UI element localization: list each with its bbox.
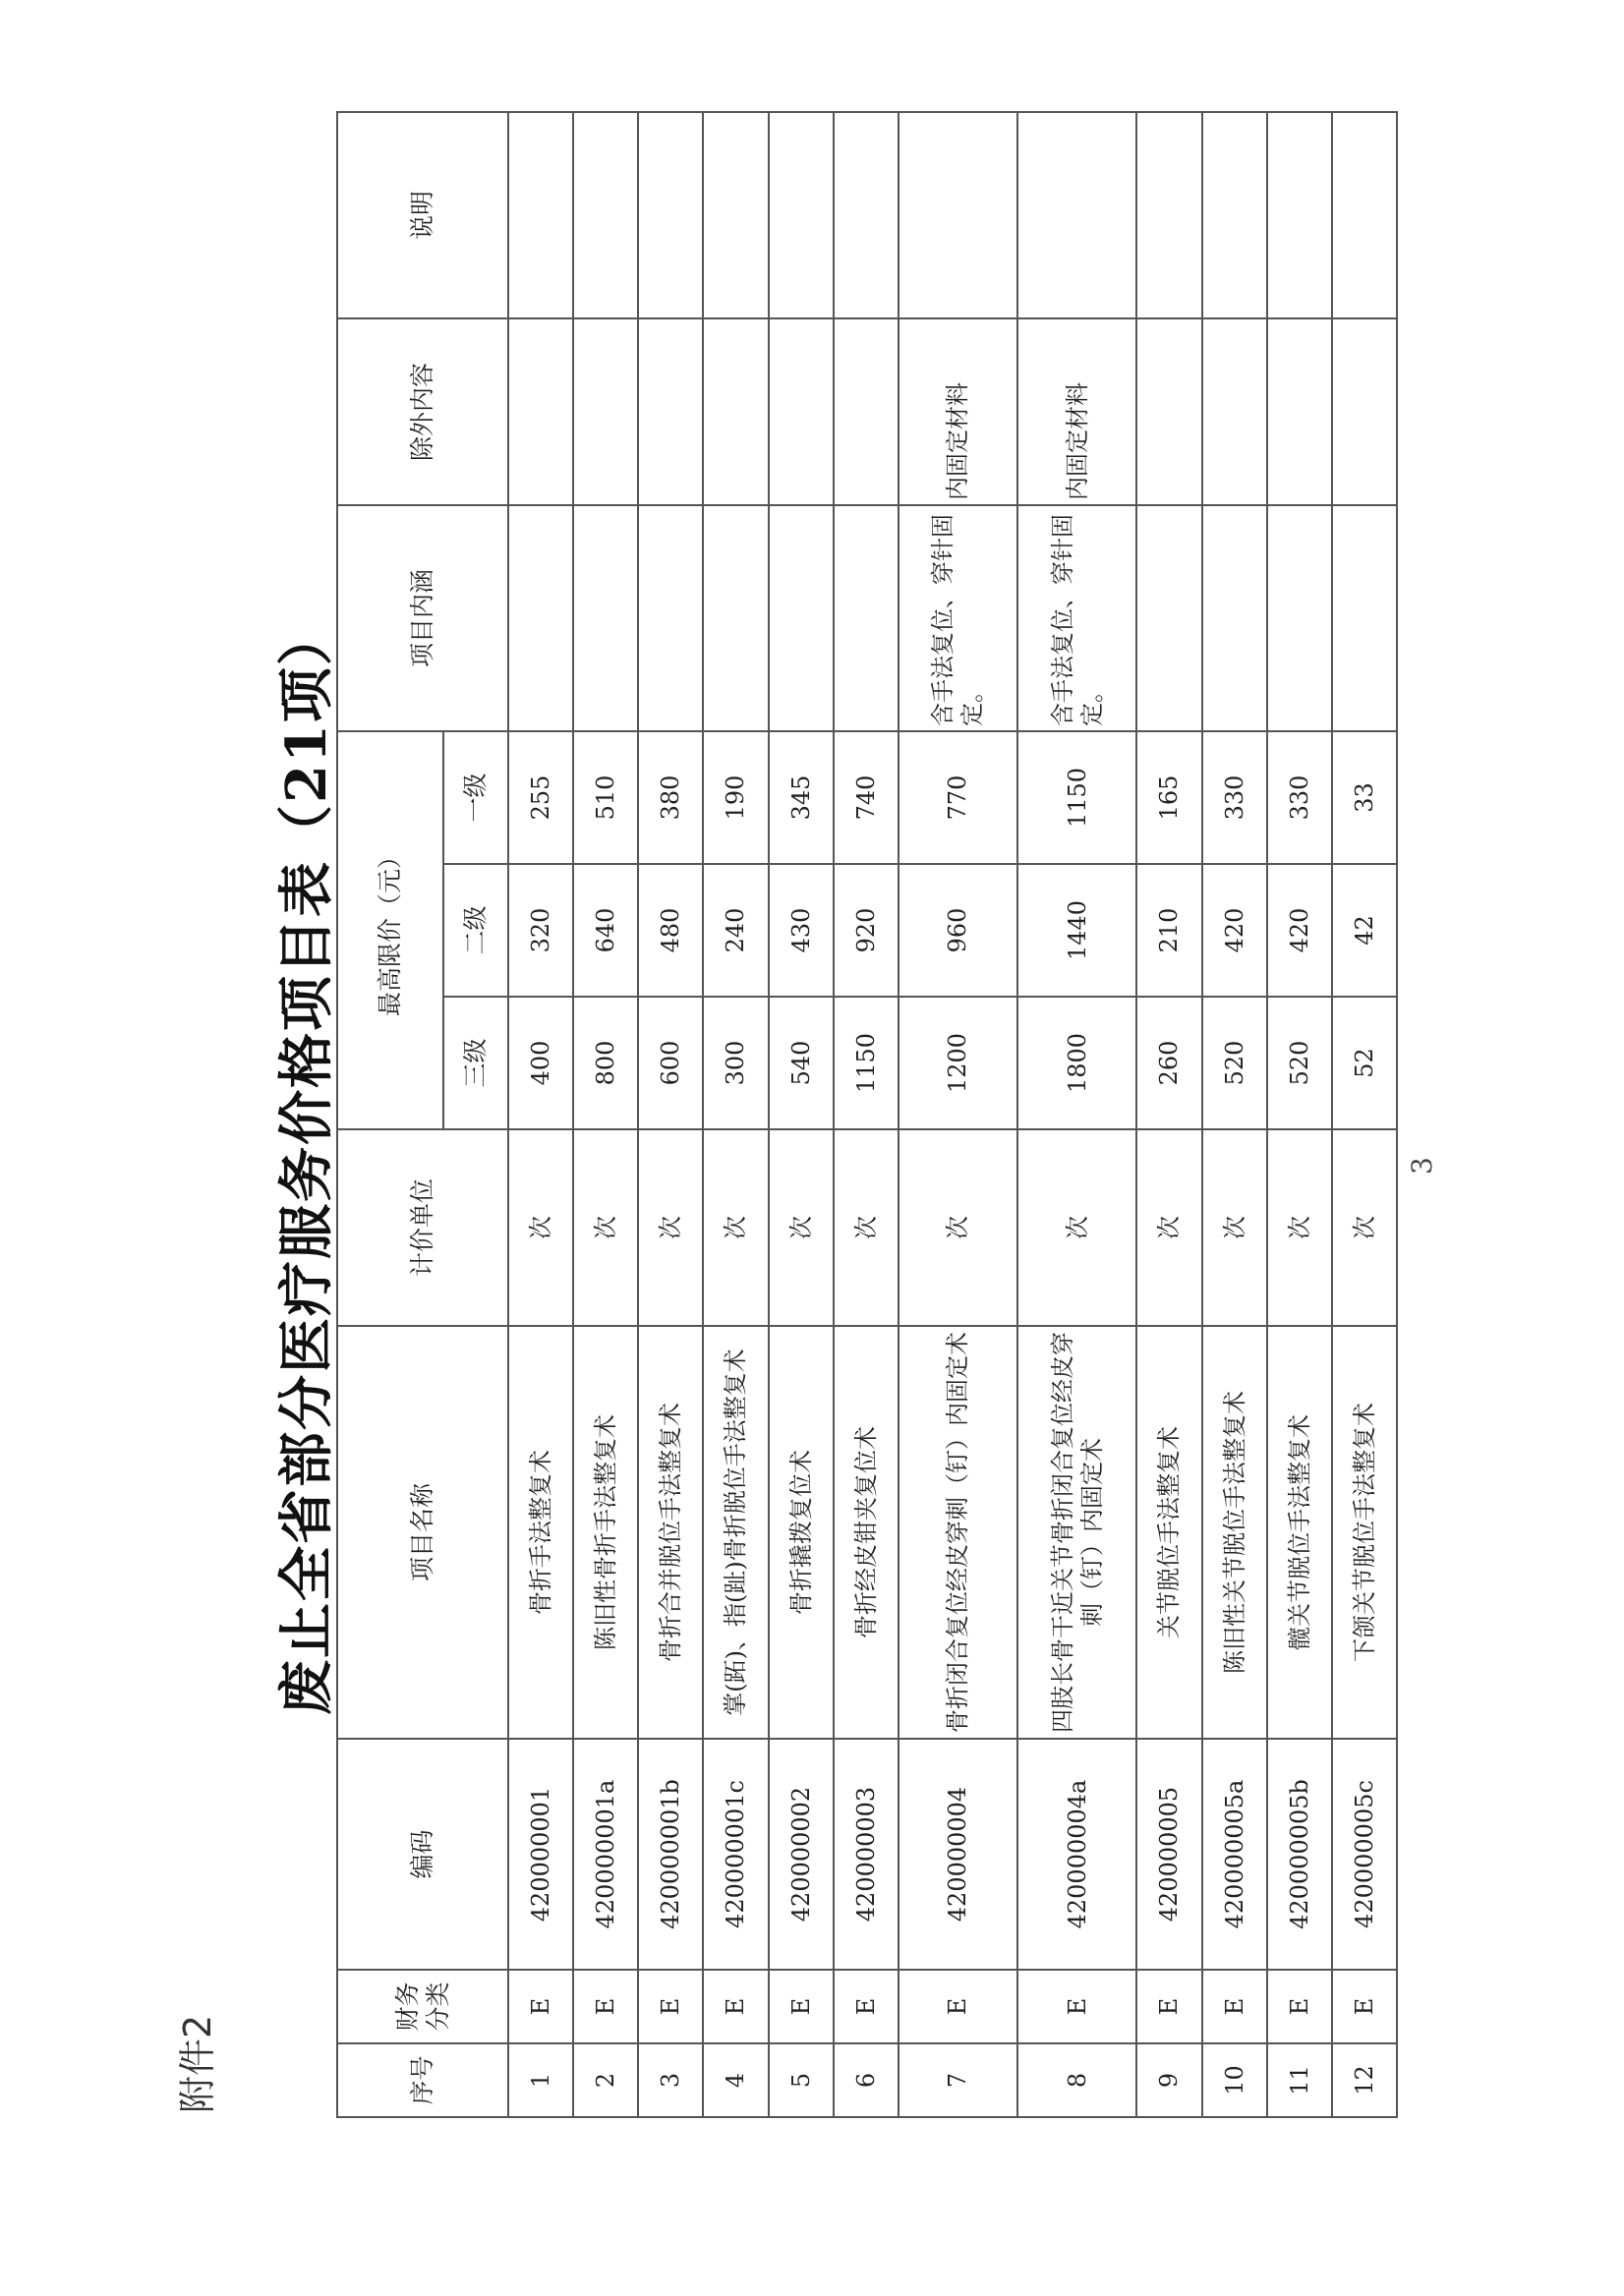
cell-name: 四肢长骨干近关节骨折闭合复位经皮穿刺（钉）内固定术 — [1017, 1326, 1136, 1739]
cell-excl — [573, 318, 638, 505]
cell-note — [703, 112, 768, 318]
cell-level-1: 165 — [1136, 731, 1201, 864]
cell-level-2: 320 — [508, 864, 573, 997]
cell-code: 420000001a — [573, 1739, 638, 1970]
cell-fin: E — [1332, 1970, 1397, 2043]
table-row — [769, 112, 834, 2117]
cell-level-3: 800 — [573, 997, 638, 1129]
cell-level-1: 510 — [573, 731, 638, 864]
cell-excl — [1267, 318, 1332, 505]
cell-unit: 次 — [508, 1129, 573, 1326]
cell-seq: 9 — [1136, 2043, 1201, 2117]
table-row — [1267, 112, 1332, 2117]
header-price-group: 最高限价（元） — [337, 731, 443, 1129]
cell-level-1: 190 — [703, 731, 768, 864]
cell-excl — [638, 318, 703, 505]
cell-seq: 1 — [508, 2043, 573, 2117]
header-note: 说明 — [337, 112, 508, 318]
cell-level-3: 1200 — [899, 997, 1017, 1129]
cell-seq: 3 — [638, 2043, 703, 2117]
cell-level-1: 770 — [899, 731, 1017, 864]
cell-level-2: 920 — [834, 864, 899, 997]
cell-level-2: 210 — [1136, 864, 1201, 997]
cell-excl — [1202, 318, 1267, 505]
header-unit: 计价单位 — [337, 1129, 508, 1326]
cell-seq: 8 — [1017, 2043, 1136, 2117]
cell-code: 420000001 — [508, 1739, 573, 1970]
cell-note — [1267, 112, 1332, 318]
cell-code: 420000005b — [1267, 1739, 1332, 1970]
cell-content — [638, 505, 703, 731]
cell-content — [1332, 505, 1397, 731]
cell-name: 骨折手法整复术 — [508, 1326, 573, 1739]
cell-name: 骨折闭合复位经皮穿刺（钉）内固定术 — [899, 1326, 1017, 1739]
cell-level-1: 380 — [638, 731, 703, 864]
table-container — [336, 113, 1398, 2118]
cell-code: 420000005 — [1136, 1739, 1201, 1970]
cell-note — [1136, 112, 1201, 318]
cell-code: 420000005c — [1332, 1739, 1397, 1970]
cell-fin: E — [769, 1970, 834, 2043]
header-fin: 财务分类 — [337, 1970, 508, 2043]
cell-note — [1332, 112, 1397, 318]
cell-content — [1136, 505, 1201, 731]
cell-level-3: 300 — [703, 997, 768, 1129]
cell-excl — [769, 318, 834, 505]
cell-content — [1267, 505, 1332, 731]
cell-fin: E — [508, 1970, 573, 2043]
cell-level-2: 480 — [638, 864, 703, 997]
cell-level-1: 740 — [834, 731, 899, 864]
price-table — [336, 111, 1398, 2118]
cell-unit: 次 — [1136, 1129, 1201, 1326]
cell-name: 骨折经皮钳夹复位术 — [834, 1326, 899, 1739]
page-number: 3 — [1406, 1157, 1438, 1175]
cell-code: 420000003 — [834, 1739, 899, 1970]
cell-unit: 次 — [1017, 1129, 1136, 1326]
cell-level-3: 400 — [508, 997, 573, 1129]
cell-seq: 12 — [1332, 2043, 1397, 2117]
cell-content — [769, 505, 834, 731]
cell-level-2: 640 — [573, 864, 638, 997]
cell-code: 420000004 — [899, 1739, 1017, 1970]
table-row — [834, 112, 899, 2117]
cell-seq: 4 — [703, 2043, 768, 2117]
cell-note — [508, 112, 573, 318]
cell-level-2: 420 — [1202, 864, 1267, 997]
cell-fin: E — [834, 1970, 899, 2043]
header-level-2: 二级 — [443, 864, 508, 997]
cell-seq: 7 — [899, 2043, 1017, 2117]
page-title: 废止全省部分医疗服务价格项目表（21项） — [274, 608, 339, 1715]
cell-unit: 次 — [834, 1129, 899, 1326]
cell-code: 420000002 — [769, 1739, 834, 1970]
cell-code: 420000001c — [703, 1739, 768, 1970]
table-row — [1136, 112, 1201, 2117]
cell-note — [1202, 112, 1267, 318]
cell-unit: 次 — [638, 1129, 703, 1326]
cell-level-3: 1800 — [1017, 997, 1136, 1129]
table-row — [638, 112, 703, 2117]
cell-unit: 次 — [573, 1129, 638, 1326]
table-row — [1332, 112, 1397, 2117]
cell-unit: 次 — [1267, 1129, 1332, 1326]
cell-name: 陈旧性关节脱位手法整复术 — [1202, 1326, 1267, 1739]
header-name: 项目名称 — [337, 1326, 508, 1739]
table-row — [1017, 112, 1136, 2117]
cell-fin: E — [573, 1970, 638, 2043]
cell-fin: E — [1267, 1970, 1332, 2043]
table-row — [703, 112, 768, 2117]
cell-name: 骨折撬拨复位术 — [769, 1326, 834, 1739]
cell-excl — [834, 318, 899, 505]
cell-seq: 2 — [573, 2043, 638, 2117]
cell-level-2: 240 — [703, 864, 768, 997]
cell-content — [573, 505, 638, 731]
table-row — [899, 112, 1017, 2117]
cell-seq: 10 — [1202, 2043, 1267, 2117]
cell-unit: 次 — [899, 1129, 1017, 1326]
cell-fin: E — [638, 1970, 703, 2043]
cell-content — [834, 505, 899, 731]
table-row — [573, 112, 638, 2117]
cell-unit: 次 — [703, 1129, 768, 1326]
cell-excl — [1136, 318, 1201, 505]
cell-level-1: 345 — [769, 731, 834, 864]
cell-note — [573, 112, 638, 318]
cell-fin: E — [1202, 1970, 1267, 2043]
cell-level-3: 520 — [1202, 997, 1267, 1129]
cell-content — [508, 505, 573, 731]
cell-seq: 11 — [1267, 2043, 1332, 2117]
cell-level-1: 33 — [1332, 731, 1397, 864]
cell-level-2: 960 — [899, 864, 1017, 997]
cell-fin: E — [1136, 1970, 1201, 2043]
cell-excl — [508, 318, 573, 505]
table-row — [1202, 112, 1267, 2117]
header-level-3: 三级 — [443, 997, 508, 1129]
cell-level-3: 600 — [638, 997, 703, 1129]
cell-note — [769, 112, 834, 318]
cell-code: 420000004a — [1017, 1739, 1136, 1970]
cell-level-2: 420 — [1267, 864, 1332, 997]
cell-name: 髋关节脱位手法整复术 — [1267, 1326, 1332, 1739]
header-seq: 序号 — [337, 2043, 508, 2117]
header-content: 项目内涵 — [337, 505, 508, 731]
cell-unit: 次 — [1202, 1129, 1267, 1326]
cell-note — [1017, 112, 1136, 318]
cell-unit: 次 — [1332, 1129, 1397, 1326]
cell-note — [834, 112, 899, 318]
cell-name: 骨折合并脱位手法整复术 — [638, 1326, 703, 1739]
cell-level-1: 330 — [1202, 731, 1267, 864]
cell-content: 含手法复位、穿针固定。 — [1017, 505, 1136, 731]
cell-level-3: 260 — [1136, 997, 1201, 1129]
cell-level-1: 1150 — [1017, 731, 1136, 864]
cell-code: 420000005a — [1202, 1739, 1267, 1970]
cell-content — [1202, 505, 1267, 731]
cell-level-1: 330 — [1267, 731, 1332, 864]
cell-note — [899, 112, 1017, 318]
cell-level-3: 540 — [769, 997, 834, 1129]
cell-name: 陈旧性骨折手法整复术 — [573, 1326, 638, 1739]
cell-content — [703, 505, 768, 731]
cell-level-2: 42 — [1332, 864, 1397, 997]
cell-name: 掌(跖)、指(趾)骨折脱位手法整复术 — [703, 1326, 768, 1739]
cell-name: 下颌关节脱位手法整复术 — [1332, 1326, 1397, 1739]
cell-excl — [703, 318, 768, 505]
cell-content: 含手法复位、穿针固定。 — [899, 505, 1017, 731]
cell-unit: 次 — [769, 1129, 834, 1326]
cell-level-1: 255 — [508, 731, 573, 864]
header-level-1: 一级 — [443, 731, 508, 864]
cell-excl: 内固定材料 — [899, 318, 1017, 505]
cell-name: 关节脱位手法整复术 — [1136, 1326, 1201, 1739]
cell-level-3: 520 — [1267, 997, 1332, 1129]
header-code: 编码 — [337, 1739, 508, 1970]
cell-fin: E — [899, 1970, 1017, 2043]
cell-level-2: 430 — [769, 864, 834, 997]
cell-seq: 6 — [834, 2043, 899, 2117]
table-row — [508, 112, 573, 2117]
cell-level-3: 1150 — [834, 997, 899, 1129]
cell-note — [638, 112, 703, 318]
cell-fin: E — [703, 1970, 768, 2043]
cell-level-3: 52 — [1332, 997, 1397, 1129]
cell-level-2: 1440 — [1017, 864, 1136, 997]
cell-excl — [1332, 318, 1397, 505]
cell-code: 420000001b — [638, 1739, 703, 1970]
cell-excl: 内固定材料 — [1017, 318, 1136, 505]
header-excl: 除外内容 — [337, 318, 508, 505]
attachment-label: 附件2 — [176, 2014, 219, 2113]
cell-fin: E — [1017, 1970, 1136, 2043]
cell-seq: 5 — [769, 2043, 834, 2117]
